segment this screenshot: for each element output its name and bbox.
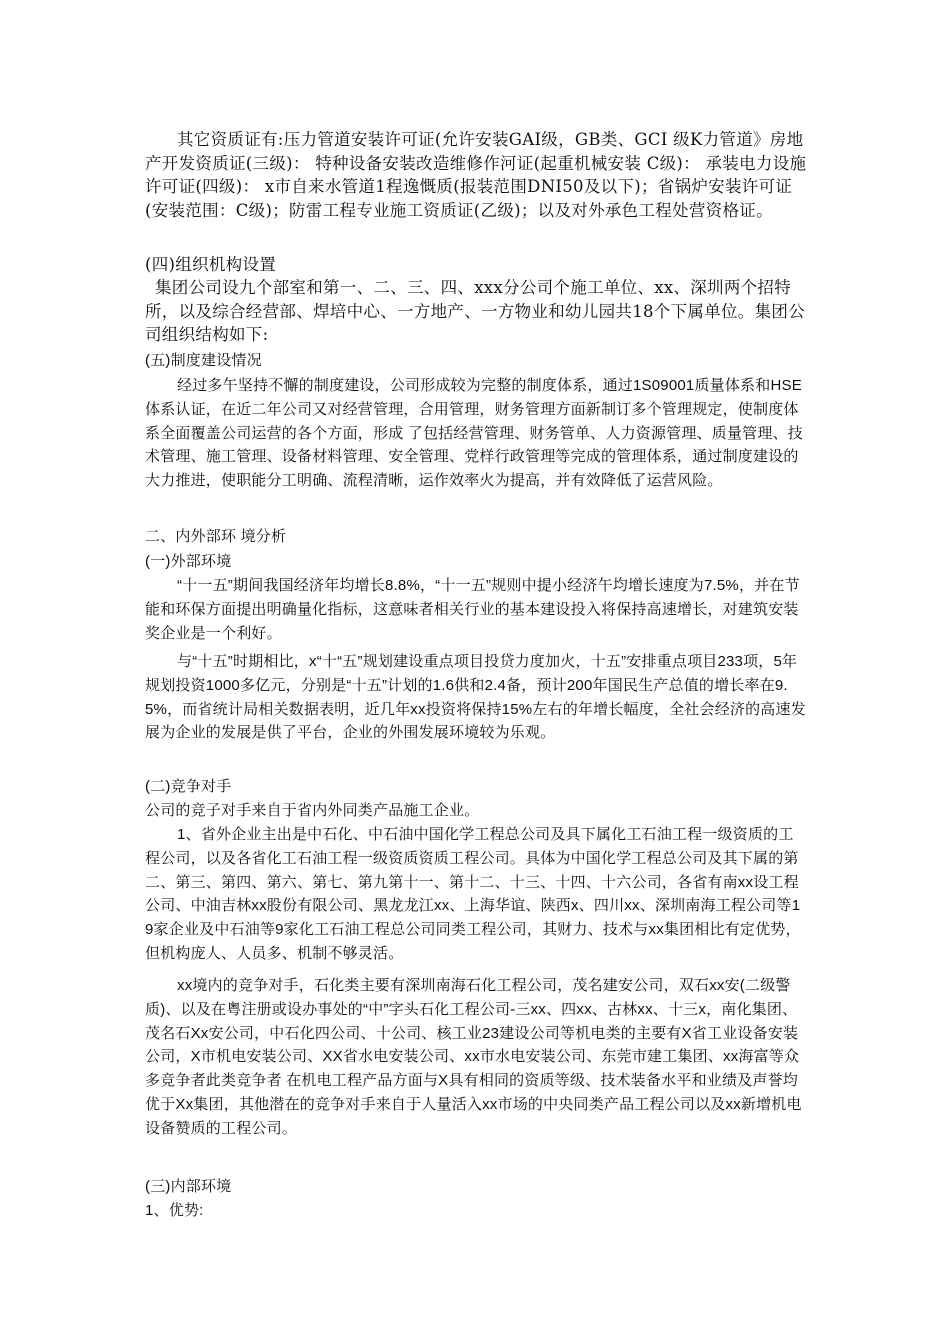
qualifications-paragraph: 其它资质证有:压力管道安装许可证(允许安装GAI级，GB类、GCI 级K力管道》房地产开发资质证(三级)： 特种设备安装改造维修作河证(起重机械安装 C级)： 承装电力设施许可证(四级)： x市自来水管道1程逸慨质(报装范围DNI50及以下)；省锅炉安装许可证(安装范围：C级)；防雷工程专业施工资质证(乙级)；以及对外承色工程处营资格证。 [145,130,807,220]
competitors-heading: (二)竞争对手 [145,778,232,795]
environment-analysis-heading: 二、内外部环 境分析 [145,528,287,545]
external-environment-paragraph-1: “十一五”期间我国经济年均增长8.8%，“十一五”规则中提小经济午均增长速度为7.5%，并在节能和环保方面提出明确量化指标，这意味者相关行业的基本建设投入将保持高速增长，对建筑安装奖企业是一个利好。 [145,577,800,642]
external-environment-heading: (一)外部环境 [145,553,232,570]
competitors-paragraph-2: xx境内的竞争对手，石化类主要有深圳南海石化工程公司，茂名建安公司，双石xx安(二级警质)、以及在粤注册或设办事处的“中”字头石化工程公司-三xx、四xx、古林xx、十三x，南化集团、茂名石Xx安公司，中石化四公司、十公司、核工业23建设公司等机电类的主要有X省工业设备安装公司，X市机电安装公司、XX省水电安装公司、xx市水电安装公司、东莞市建工集团、xx海富等众多竞争者此类竞争者 在机电工程产品方面与X具有相同的资质等级、技术装备水平和业绩及声誉均优于Xx集团，其他潜在的竞争对手来自于人量活入xx市场的中央同类产品工程公司以及xx新增机电设备赞质的工程公司。 [145,977,802,1137]
competitors-paragraph-1: 1、省外企业主出是中石化、中石油中国化学工程总公司及具下属化工石油工程一级资质的工程公司，以及各省化工石油工程一级资质资质工程公司。具体为中国化学工程总公司及其下属的第二、第三、第四、第六、第七、第九第十一、第十二、十三、十四、十六公司，各省有南xx设工程公司、中油吉林xx股份有限公司、黑龙龙江xx、上海华谊、陕西x、四川xx、深圳南海工程公司等19家企业及中石油等9家化工石油工程总公司同类工程公司，其财力、技术与xx集团相比有定优势，但机构庞人、人员多、机制不够灵活。 [145,826,801,962]
org-structure-heading: (四)组织机构设置 [145,255,277,274]
competitors-intro: 公司的竞子对手来自于省内外同类产品施工企业。 [145,802,480,819]
system-building-heading: (五)制度建设情况 [145,352,262,369]
system-building-paragraph: 经过多午坚持不懈的制度建设，公司形成较为完整的制度体系，通过1S09001质量体系和HSE体系认证，在近二年公司又对经营管理，合用管理，财务管理方面新制订多个管理规定，使制度体系全面覆盖公司运营的各个方面，形成 了包括经营管理、财务管单、人力资源管理、质量管理、技术管理、施工管理、设备材料管理、安全管理、党样行政管理等完成的管理体系，通过制度建设的大力推进，使职能分工明确、流程清晰，运作效率火为提高，并有效降低了运营风险。 [145,377,803,490]
external-environment-paragraph-2: 与“十五”时期相比，x“十“五”规划建设重点项目投贷力度加火，十五”安排重点项目233项，5年规划投资1000多亿元，分别是“十五”计划的1.6供和2.4备，预计200年国民生产总值的增长率在9.5%，而省统计局相关数据表明，近几年xx投资将保持15%左右的年增长幅度，全社会经济的高速发展为企业的发展是供了平台，企业的外围发展环境较为乐观。 [145,653,806,742]
internal-environment-heading: (三)内部环境 [145,1178,232,1195]
org-structure-paragraph: 集团公司设九个部室和第一、二、三、四、xxx分公司个施工单位、xx、深圳两个招特所，以及综合经营部、焊培中心、一方地产、一方物业和幼儿园共18个下属单位。集团公司组织结构如下: [145,278,805,344]
advantages-heading: 1、优势: [145,1202,204,1219]
